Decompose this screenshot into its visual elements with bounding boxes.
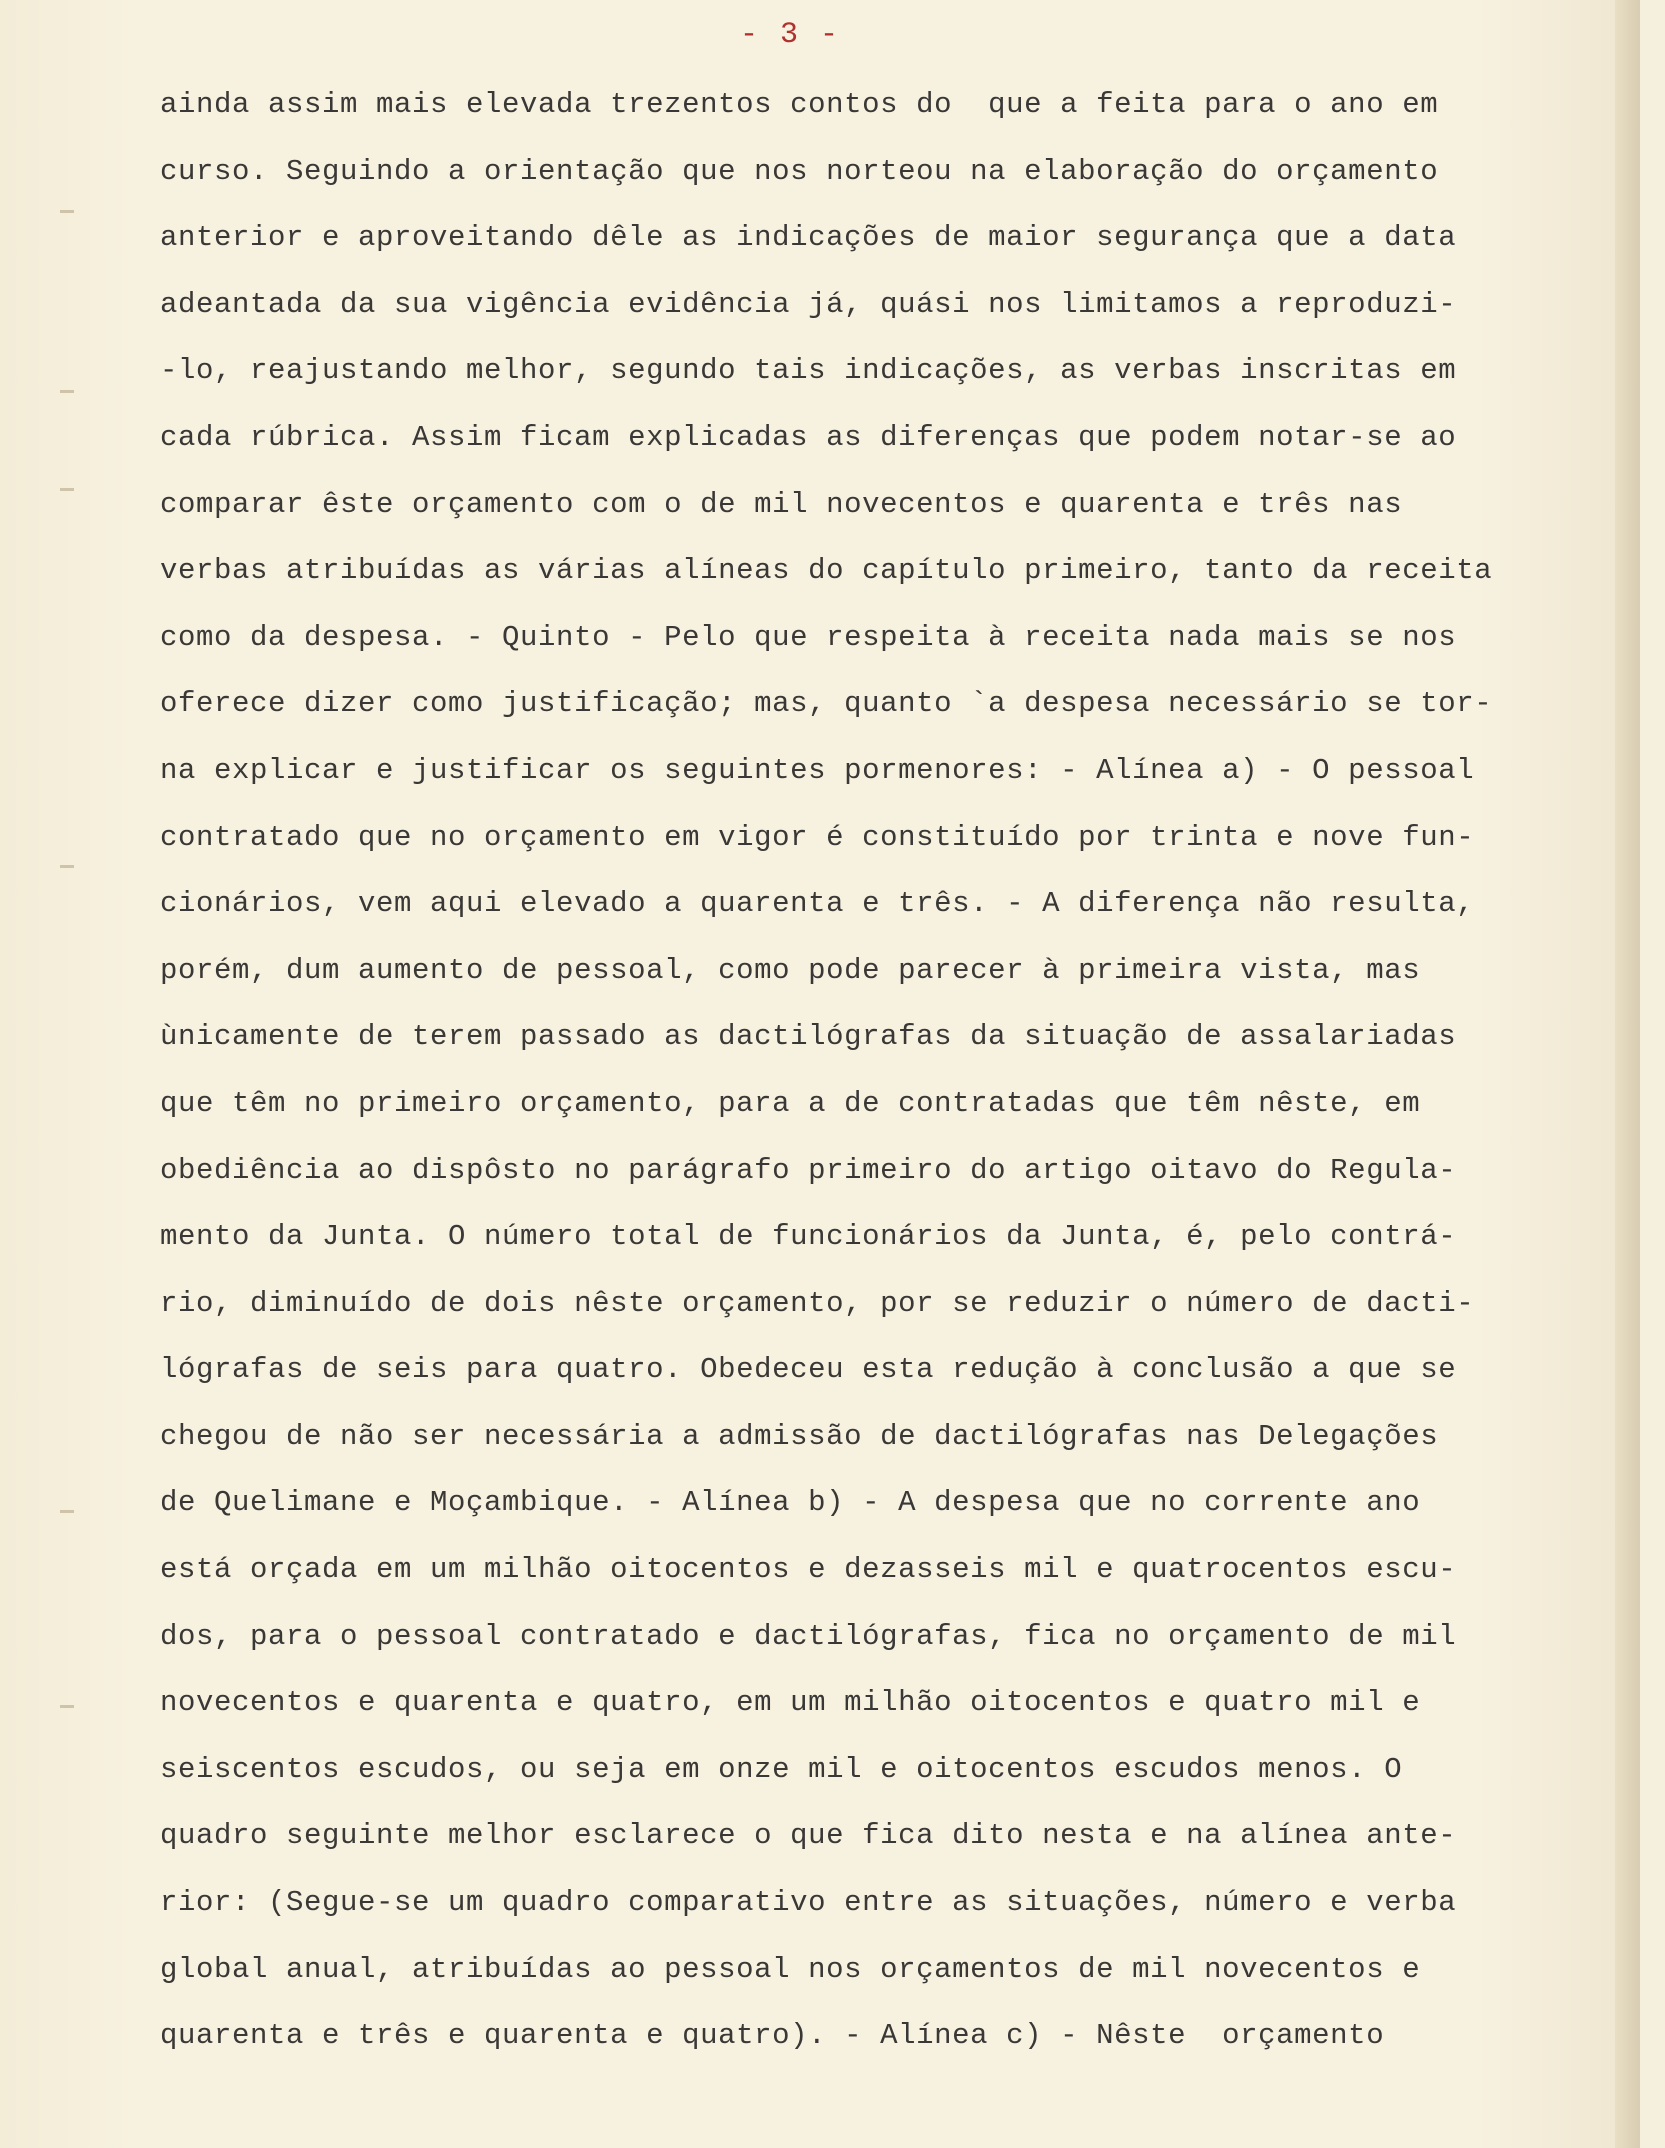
text-line: rior: (Segue-se um quadro comparativo entre as situações, número e verba — [160, 1886, 1457, 1920]
margin-mark — [60, 210, 74, 213]
text-line: ùnicamente de terem passado as dactilógrafas da situação de assalariadas — [160, 1020, 1457, 1054]
text-line: mento da Junta. O número total de funcionários da Junta, é, pelo contrá- — [160, 1220, 1457, 1254]
text-line: obediência ao dispôsto no parágrafo primeiro do artigo oitavo do Regula- — [160, 1153, 1457, 1187]
text-line: contratado que no orçamento em vigor é constituído por trinta e nove fun- — [160, 820, 1475, 854]
text-line: que têm no primeiro orçamento, para a de contratadas que têm nêste, em — [160, 1086, 1421, 1120]
text-line: de Quelimane e Moçambique. - Alínea b) - A despesa que no corrente ano — [160, 1486, 1421, 1520]
typed-text-body — [160, 72, 1640, 2070]
text-line: está orçada em um milhão oitocentos e dezasseis mil e quatrocentos escu- — [160, 1553, 1457, 1587]
text-line: dos, para o pessoal contratado e dactilógrafas, fica no orçamento de mil — [160, 1619, 1457, 1653]
text-line: quadro seguinte melhor esclarece o que fica dito nesta e na alínea ante- — [160, 1819, 1457, 1853]
text-line: oferece dizer como justificação; mas, quanto `a despesa necessário se tor- — [160, 687, 1493, 721]
text-line: global anual, atribuídas ao pessoal nos orçamentos de mil novecentos e — [160, 1952, 1421, 1986]
margin-mark — [60, 390, 74, 393]
text-line: adeantada da sua vigência evidência já, quási nos limitamos a reproduzi- — [160, 287, 1457, 321]
text-line: verbas atribuídas as várias alíneas do capítulo primeiro, tanto da receita — [160, 554, 1493, 588]
text-line: anterior e aproveitando dêle as indicações de maior segurança que a data — [160, 221, 1457, 255]
page-number: - 3 - — [739, 18, 840, 52]
text-line: como da despesa. - Quinto - Pelo que respeita à receita nada mais se nos — [160, 620, 1457, 654]
margin-mark — [60, 865, 74, 868]
text-line: quarenta e três e quarenta e quatro). - Alínea c) - Nêste orçamento — [160, 2019, 1385, 2053]
text-line: chegou de não ser necessária a admissão de dactilógrafas nas Delegações — [160, 1419, 1439, 1453]
margin-mark — [60, 488, 74, 491]
text-line: ainda assim mais elevada trezentos contos do que a feita para o ano em — [160, 88, 1439, 121]
text-line: seiscentos escudos, ou seja em onze mil e oitocentos escudos menos. O — [160, 1752, 1403, 1786]
text-line: -lo, reajustando melhor, segundo tais indicações, as verbas inscritas em — [160, 354, 1457, 388]
text-line: comparar êste orçamento com o de mil novecentos e quarenta e três nas — [160, 487, 1403, 521]
text-line: lógrafas de seis para quatro. Obedeceu esta redução à conclusão a que se — [160, 1353, 1457, 1387]
text-line: na explicar e justificar os seguintes pormenores: - Alínea a) - O pessoal — [160, 753, 1475, 787]
text-line: cada rúbrica. Assim ficam explicadas as diferenças que podem notar-se ao — [160, 420, 1457, 454]
text-line: curso. Seguindo a orientação que nos norteou na elaboração do orçamento — [160, 154, 1439, 188]
text-line: cionários, vem aqui elevado a quarenta e três. - A diferença não resulta, — [160, 887, 1475, 921]
margin-mark — [60, 1510, 74, 1513]
margin-mark — [60, 1705, 74, 1708]
text-line: novecentos e quarenta e quatro, em um milhão oitocentos e quatro mil e — [160, 1686, 1421, 1720]
text-line: porém, dum aumento de pessoal, como pode parecer à primeira vista, mas — [160, 953, 1421, 987]
text-line: rio, diminuído de dois nêste orçamento, por se reduzir o número de dacti- — [160, 1286, 1475, 1320]
